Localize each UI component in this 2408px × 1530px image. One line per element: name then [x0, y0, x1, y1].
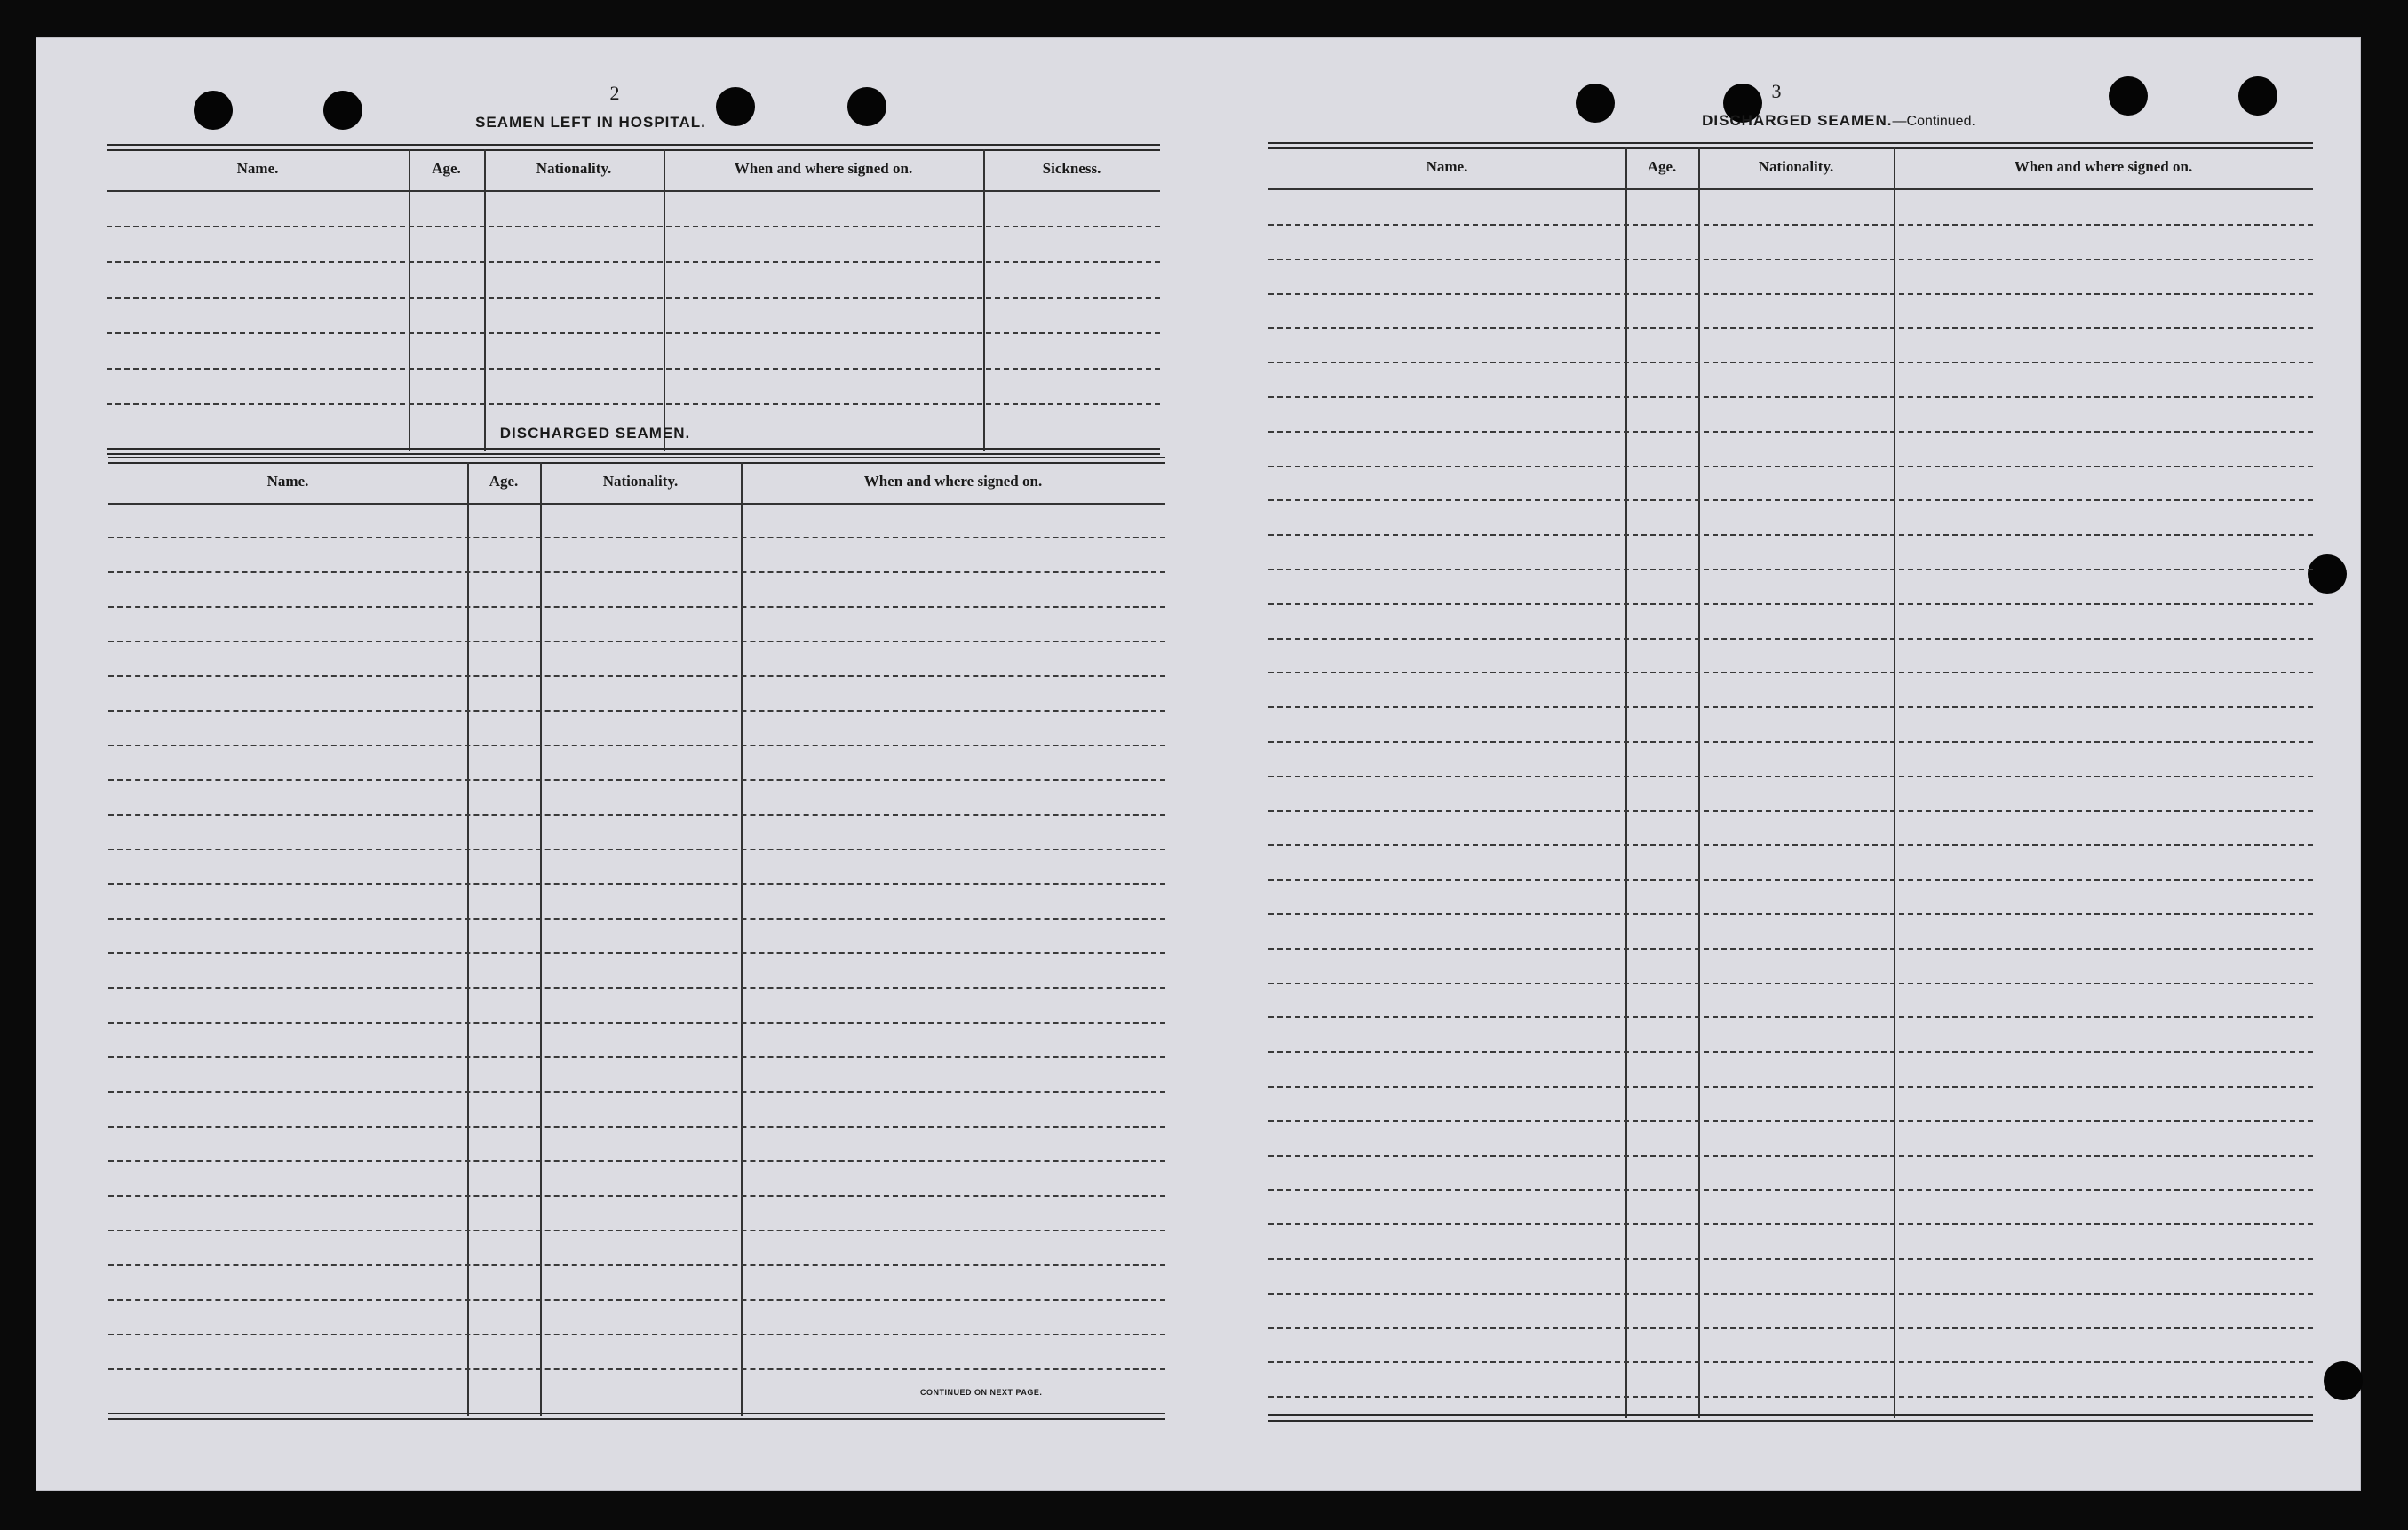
table-row: [1268, 362, 2313, 363]
hospital-header-name: Name.: [236, 160, 279, 177]
table-row: [1268, 293, 2313, 295]
table-row: [108, 1160, 1165, 1162]
table-row: [108, 1195, 1165, 1197]
table-row: [1268, 1293, 2313, 1295]
continued-note: CONTINUED ON NEXT PAGE.: [920, 1388, 1043, 1397]
table-row: [108, 1368, 1165, 1370]
document-sheet: [36, 37, 2361, 1491]
hospital-header-sickness: Sickness.: [1042, 160, 1101, 177]
table-row: [107, 297, 1160, 299]
discharged-table: [108, 457, 1165, 1414]
table-row: [1268, 810, 2313, 812]
table-row: [1268, 913, 2313, 915]
table-row: [108, 641, 1165, 642]
table-row: [108, 1264, 1165, 1266]
table-row: [108, 1230, 1165, 1231]
table-row: [1268, 844, 2313, 846]
table-row: [108, 918, 1165, 920]
table-row: [1268, 1051, 2313, 1053]
page-number: 3: [1771, 80, 1782, 102]
continued-header-signed-on: When and where signed on.: [2014, 158, 2193, 175]
table-row: [107, 332, 1160, 334]
table-row: [1268, 948, 2313, 950]
table-row: [1268, 776, 2313, 777]
table-row: [1268, 224, 2313, 226]
table-row: [1268, 1155, 2313, 1157]
table-row: [1268, 259, 2313, 260]
table-row: [108, 537, 1165, 538]
table-row: [1268, 706, 2313, 708]
discharged-section-title: DISCHARGED SEAMEN.: [499, 425, 691, 442]
table-row: [1268, 879, 2313, 881]
table-row: [1268, 396, 2313, 398]
continued-header-age: Age.: [1647, 158, 1677, 175]
right-page: [1199, 37, 2361, 1491]
table-row: [108, 883, 1165, 885]
table-row: [108, 710, 1165, 712]
table-row: [1268, 603, 2313, 605]
discharged-continued-title: [1643, 112, 2034, 130]
hospital-table: [107, 144, 1160, 451]
table-row: [1268, 1361, 2313, 1363]
table-row: [1268, 1086, 2313, 1088]
table-row: [1268, 741, 2313, 743]
hospital-section-title: SEAMEN LEFT IN HOSPITAL.: [475, 114, 706, 131]
table-row: [108, 987, 1165, 989]
table-row: [1268, 672, 2313, 673]
discharged-header-signed-on: When and where signed on.: [863, 473, 1043, 490]
table-row: [108, 779, 1165, 781]
table-row: [1268, 569, 2313, 570]
table-row: [1268, 1120, 2313, 1122]
table-row: [108, 1056, 1165, 1058]
table-row: [107, 261, 1160, 263]
left-page: [36, 37, 1199, 1491]
table-row: [1268, 1396, 2313, 1398]
table-row: [108, 814, 1165, 816]
discharged-continued-table: [1268, 142, 2313, 1416]
table-row: [108, 606, 1165, 608]
table-row: [108, 1126, 1165, 1128]
hospital-header-age: Age.: [432, 160, 461, 177]
table-row: [107, 403, 1160, 405]
table-row: [108, 745, 1165, 746]
table-row: [1268, 534, 2313, 536]
table-row: [107, 226, 1160, 227]
table-row: [108, 1334, 1165, 1335]
continued-header-nationality: Nationality.: [1758, 158, 1834, 175]
table-row: [108, 1091, 1165, 1093]
table-row: [1268, 1016, 2313, 1018]
discharged-header-name: Name.: [266, 473, 309, 490]
table-row: [108, 571, 1165, 573]
table-row: [1268, 1189, 2313, 1191]
discharged-continued-title-suffix: —Continued.: [1892, 114, 1975, 129]
table-row: [1268, 1327, 2313, 1329]
discharged-header-nationality: Nationality.: [602, 473, 679, 490]
table-row: [107, 368, 1160, 370]
table-row: [108, 675, 1165, 677]
table-row: [1268, 499, 2313, 501]
discharged-continued-title-main: DISCHARGED SEAMEN.: [1702, 112, 1893, 129]
table-row: [108, 952, 1165, 954]
table-row: [108, 1299, 1165, 1301]
table-row: [108, 849, 1165, 850]
hospital-header-signed-on: When and where signed on.: [734, 160, 913, 177]
page-number: 2: [609, 82, 620, 104]
table-row: [108, 1022, 1165, 1024]
continued-header-name: Name.: [1426, 158, 1468, 175]
table-row: [1268, 983, 2313, 984]
hospital-header-nationality: Nationality.: [536, 160, 612, 177]
table-row: [1268, 327, 2313, 329]
table-row: [1268, 466, 2313, 467]
table-row: [1268, 1258, 2313, 1260]
table-row: [1268, 638, 2313, 640]
table-row: [1268, 1223, 2313, 1225]
discharged-header-age: Age.: [489, 473, 519, 490]
table-row: [1268, 431, 2313, 433]
